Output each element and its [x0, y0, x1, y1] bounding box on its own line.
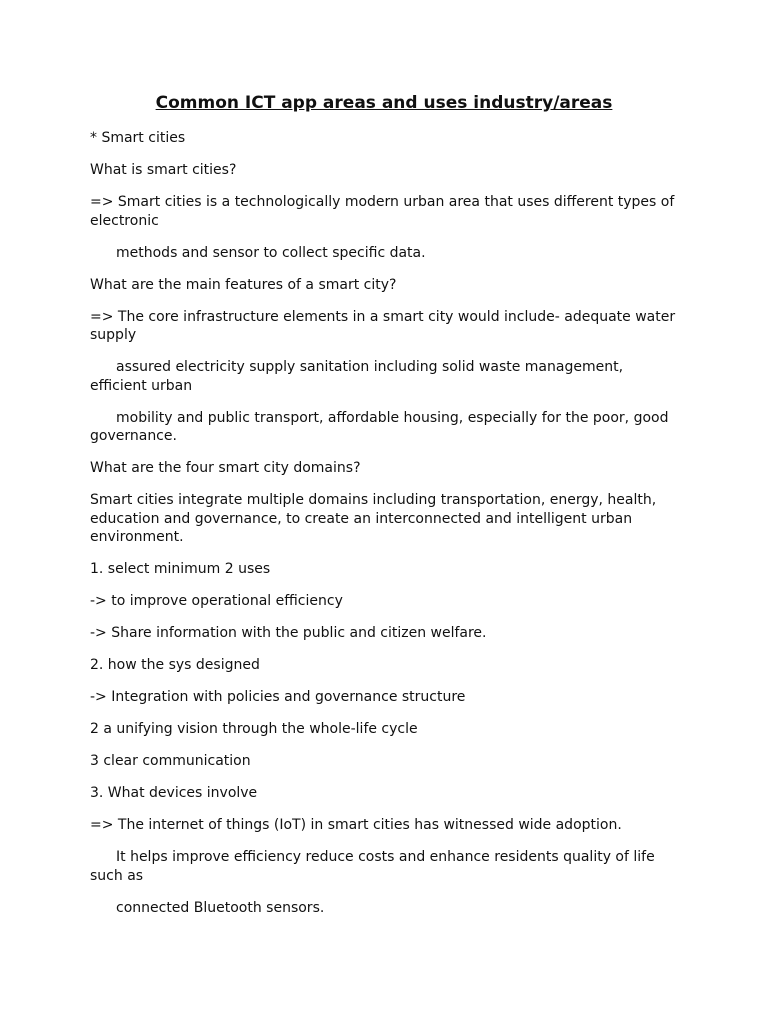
paragraph: What are the main features of a smart city?: [90, 276, 397, 293]
paragraph: => The internet of things (IoT) in smart cities has witnessed wide adoption.: [90, 817, 622, 833]
list-item: 1. select minimum 2 uses: [90, 561, 271, 577]
document-body: [90, 129, 678, 917]
paragraph: Smart cities integrate multiple domains including transportation, energy, health, education and governance, to create an interconnected and intelligent urban environment.: [90, 492, 661, 545]
list-item: -> to improve operational efficiency: [90, 593, 343, 609]
paragraph: => Smart cities is a technologically modern urban area that uses different types of electronic: [90, 194, 679, 229]
list-item: -> Integration with policies and governance structure: [90, 689, 466, 705]
paragraph: * Smart cities: [90, 130, 186, 146]
paragraph: => The core infrastructure elements in a smart city would include- adequate water supply: [90, 308, 680, 343]
list-item: 3. What devices involve: [90, 785, 258, 801]
document-title: Common ICT app areas and uses industry/areas: [155, 93, 613, 113]
paragraph: methods and sensor to collect specific data.: [116, 244, 426, 261]
list-item: 3 clear communication: [90, 753, 251, 769]
list-item: 2 a unifying vision through the whole-life cycle: [90, 721, 418, 737]
paragraph: mobility and public transport, affordable housing, especially for the poor, good governance.: [90, 409, 673, 444]
paragraph: What is smart cities?: [90, 162, 237, 178]
list-item: 2. how the sys designed: [90, 657, 260, 673]
list-item: -> Share information with the public and citizen welfare.: [90, 625, 487, 641]
paragraph: It helps improve efficiency reduce costs and enhance residents quality of life such as: [90, 849, 660, 884]
paragraph: assured electricity supply sanitation including solid waste management, efficient urban: [90, 359, 628, 394]
paragraph: connected Bluetooth sensors.: [116, 899, 325, 916]
paragraph: What are the four smart city domains?: [90, 460, 361, 476]
